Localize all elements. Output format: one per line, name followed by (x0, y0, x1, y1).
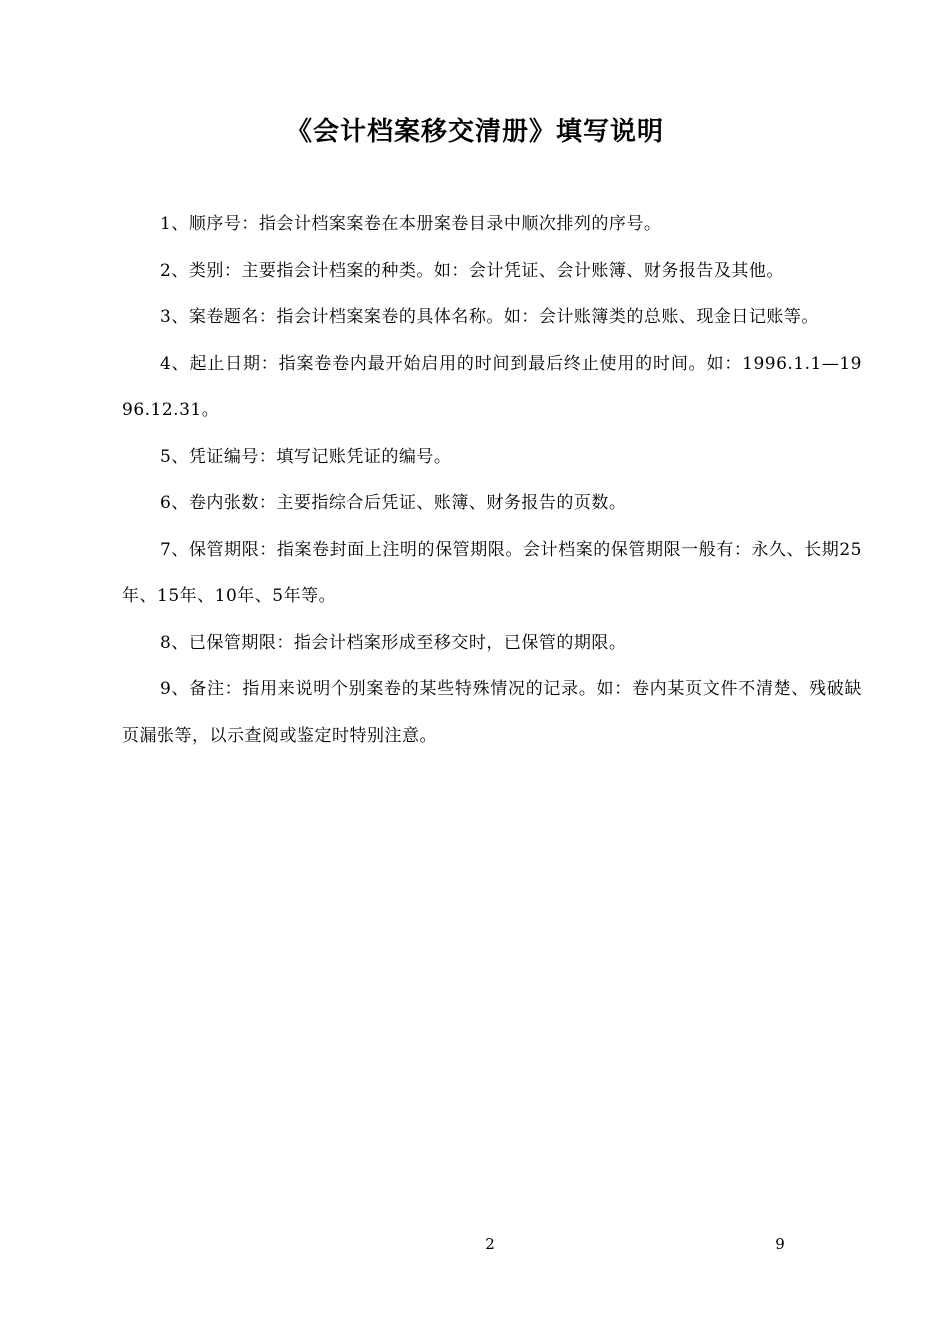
paragraph-retained-period: 8、已保管期限：指会计档案形成至移交时，已保管的期限。 (160, 632, 627, 653)
page-title: 《会计档案移交清册》填写说明 (285, 117, 664, 147)
page-number-right: 9 (775, 1235, 785, 1253)
paragraph-sheet-count: 6、卷内张数：主要指综合后凭证、账簿、财务报告的页数。 (160, 493, 627, 513)
paragraph-retention-period: 7、保管期限：指案卷封面上注明的保管期限。会计档案的保管期限一般有：永久、长期25年、15年、10年、5年等。 (122, 539, 862, 606)
paragraph-voucher-number: 5、凭证编号：填写记账凭证的编号。 (160, 446, 452, 467)
paragraph-category: 2、类别：主要指会计档案的种类。如：会计凭证、会计账簿、财务报告及其他。 (160, 260, 784, 281)
paragraph-file-title: 3、案卷题名：指会计档案案卷的具体名称。如：会计账簿类的总账、现金日记账等。 (160, 307, 819, 327)
instructions-body (122, 201, 862, 759)
page-number-left: 2 (485, 1235, 495, 1253)
paragraph-remarks: 9、备注：指用来说明个别案卷的某些特殊情况的记录。如：卷内某页文件不清楚、残破缺页漏张等，以示查阅或鉴定时特别注意。 (122, 679, 862, 746)
paragraph-date-range: 4、起止日期：指案卷卷内最开始启用的时间到最后终止使用的时间。如：1996.1.1—1996.12.31。 (122, 353, 862, 420)
paragraph-sequence-number: 1、顺序号：指会计档案案卷在本册案卷目录中顺次排列的序号。 (160, 214, 662, 234)
